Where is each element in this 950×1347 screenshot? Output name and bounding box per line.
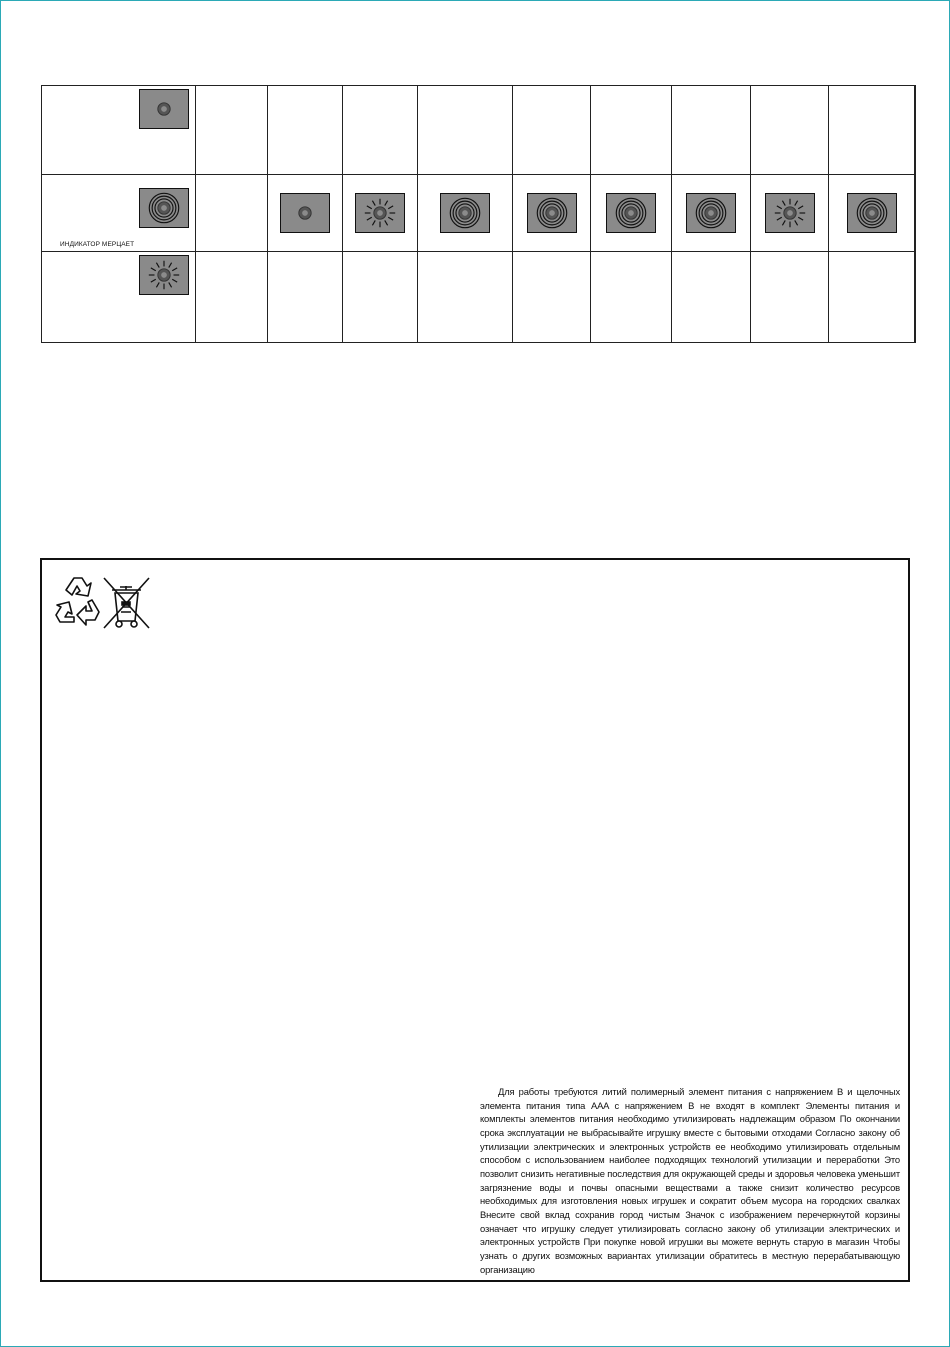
disposal-instructions: Для работы требуются литий полимерный элемент питания с напряжением В и щелочных элемента питания типа AAA с напряжением В не входят в комплект Элементы питания и комплекты элементов питания необходимо утилизировать надлежащим образом По окончании срока эксплуатации не выбрасывайте игрушку вместе с бытовыми отходами Согласно закону об утилизации электрических и электронных устройств ее необходимо утилизировать отдельным способом с использованием наиболее подходящих технологий утилизации и переработки Это позволит снизить негативные последствия для окружающей среды и здоровья человека уменьшит загрязнение воды и почвы опасными веществами а также снизит количество ресурсов необходимых для изготовления новых игрушек и сократит объем мусора на городских свалках Внесите свой вклад сохранив город чистым Значок с изображением перечеркнутой корзины означает что игрушку следует утилизировать согласно закону об утилизации электрических и электронных устройств При покупке новой игрушки вы можете вернуть старую в магазин Чтобы узнать о других возможных вариантах утилизации обратитесь в местную перерабатывающую организацию <box>480 1086 900 1275</box>
indicator-table <box>41 85 916 343</box>
recycle-icon <box>56 578 99 625</box>
indicator-blink-icon <box>686 193 736 233</box>
indicator-cell <box>343 175 418 252</box>
disposal-section <box>40 558 910 1282</box>
indicator-cell <box>829 86 915 175</box>
indicator-steady-icon <box>280 193 330 233</box>
indicator-cell <box>268 175 343 252</box>
indicator-blink-icon <box>527 193 577 233</box>
indicator-cell <box>418 175 513 252</box>
indicator-cell <box>418 86 513 175</box>
legend-cell <box>42 175 196 252</box>
legend-cell <box>42 252 196 343</box>
indicator-cell <box>591 86 672 175</box>
indicator-cell <box>829 252 915 343</box>
indicator-cell <box>751 175 829 252</box>
indicator-cell <box>196 86 268 175</box>
indicator-cell <box>751 86 829 175</box>
indicator-cell <box>268 86 343 175</box>
indicator-cell <box>268 252 343 343</box>
legend-note: ИНДИКАТОР МЕРЦАЕТ <box>60 241 135 248</box>
indicator-cell <box>751 252 829 343</box>
indicator-flash-icon <box>139 255 189 295</box>
indicator-cell <box>591 175 672 252</box>
indicator-cell <box>672 175 751 252</box>
indicator-cell <box>915 175 916 252</box>
indicator-blink-icon <box>606 193 656 233</box>
indicator-cell <box>829 175 915 252</box>
indicator-cell <box>343 86 418 175</box>
indicator-flash-icon <box>355 193 405 233</box>
indicator-row <box>42 175 916 252</box>
indicator-cell <box>591 252 672 343</box>
crossed-bin-icon <box>104 578 149 628</box>
indicator-cell <box>672 252 751 343</box>
indicator-cell <box>513 175 591 252</box>
disposal-icons <box>52 574 152 630</box>
indicator-cell <box>513 86 591 175</box>
indicator-blink-icon <box>847 193 897 233</box>
indicator-cell <box>513 252 591 343</box>
legend-cell <box>42 86 196 175</box>
indicator-cell <box>915 252 916 343</box>
indicator-blink-icon <box>139 188 189 228</box>
indicator-blink-icon <box>440 193 490 233</box>
indicator-cell <box>672 86 751 175</box>
indicator-flash-icon <box>765 193 815 233</box>
indicator-cell <box>196 252 268 343</box>
indicator-cell <box>196 175 268 252</box>
indicator-row <box>42 86 916 175</box>
indicator-row <box>42 252 916 343</box>
indicator-cell <box>418 252 513 343</box>
indicator-cell <box>343 252 418 343</box>
indicator-cell <box>915 86 916 175</box>
indicator-steady-icon <box>139 89 189 129</box>
